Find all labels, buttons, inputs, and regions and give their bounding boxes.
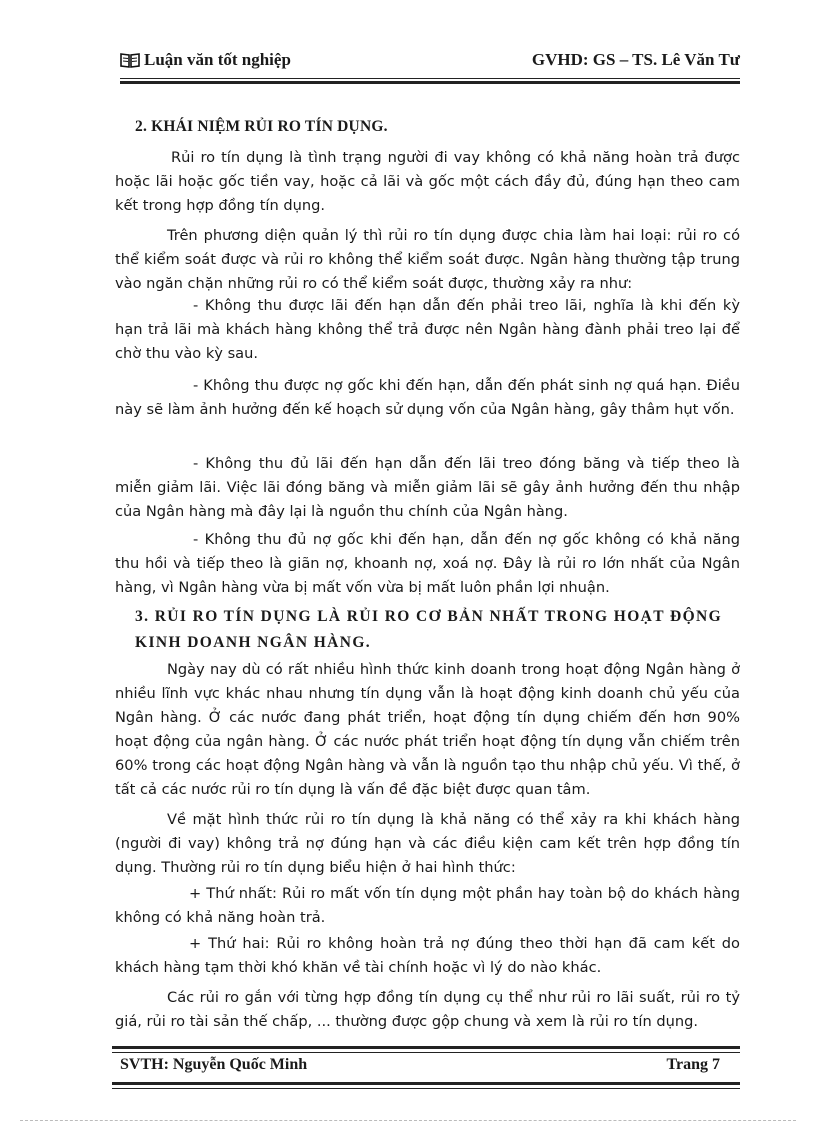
bullet-paragraph: + Thứ nhất: Rủi ro mất vốn tín dụng một phần hay toàn bộ do khách hàng không có khả năng hoàn trả. bbox=[115, 885, 740, 926]
page-number: Trang 7 bbox=[666, 1056, 720, 1073]
student-label: SVTH: Nguyễn Quốc Minh bbox=[120, 1056, 308, 1073]
paragraph: Rủi ro tín dụng là tình trạng người đi vay không có khả năng hoàn trả được hoặc lãi hoặc gốc tiền vay, hoặc cả lãi và gốc một cách đầy đủ, đúng hạn theo cam kết trong hợp đồng tín dụng. bbox=[115, 149, 740, 214]
paragraph: Trên phương diện quản lý thì rủi ro tín dụng được chia làm hai loại: rủi ro có thể kiểm soát được và rủi ro không thể kiểm soát được. Ngân hàng thường tập trung vào ngăn chặn những rủi ro có thể kiểm soát được, thường xảy ra như: bbox=[115, 227, 740, 292]
bullet-paragraph: + Thứ hai: Rủi ro không hoàn trả nợ đúng theo thời hạn đã cam kết do khách hàng tạm thời khó khăn về tài chính hoặc vì lý do nào khác. bbox=[115, 935, 740, 976]
header-rule-thin bbox=[120, 78, 740, 79]
thesis-label: Luận văn tốt nghiệp bbox=[144, 50, 291, 69]
paragraph: Các rủi ro gắn với từng hợp đồng tín dụng cụ thể như rủi ro lãi suất, rủi ro tỷ giá, rủi ro tài sản thế chấp, ... thường được gộp chung và xem là rủi ro tín dụng. bbox=[115, 989, 740, 1030]
bullet-paragraph: - Không thu được nợ gốc khi đến hạn, dẫn đến phát sinh nợ quá hạn. Điều này sẽ làm ảnh hưởng đến kế hoạch sử dụng vốn của Ngân hàng, gây thâm hụt vốn. bbox=[115, 377, 740, 418]
bullet-paragraph: - Không thu đủ nợ gốc khi đến hạn, dẫn đến nợ gốc không có khả năng thu hồi và tiếp theo là giãn nợ, khoanh nợ, xoá nợ. Đây là rủi ro lớn nhất của Ngân hàng, vì Ngân hàng vừa bị mất vốn vừa bị mất luôn phần lợi nhuận. bbox=[115, 531, 740, 596]
footer-rule-thick-lower bbox=[112, 1082, 740, 1085]
header-rule-thick bbox=[120, 81, 740, 84]
advisor-label: GVHD: GS – TS. Lê Văn Tư bbox=[531, 50, 740, 69]
footer-rule-thin bbox=[112, 1052, 740, 1053]
bullet-paragraph: - Không thu được lãi đến hạn dẫn đến phải treo lãi, nghĩa là khi đến kỳ hạn trả lãi mà khách hàng không thể trả được nên Ngân hàng đành phải treo lại để chờ thu vào kỳ sau. bbox=[115, 297, 740, 362]
page-edge-divider bbox=[20, 1120, 796, 1121]
open-book-icon bbox=[120, 52, 140, 68]
page-footer bbox=[120, 1056, 720, 1080]
footer-rule-thin-lower bbox=[112, 1088, 740, 1089]
header-left bbox=[120, 50, 291, 70]
paragraph: Về mặt hình thức rủi ro tín dụng là khả năng có thể xảy ra khi khách hàng (người đi vay) không trả nợ đúng hạn và các điều kiện cam kết trên hợp đồng tín dụng. Thường rủi ro tín dụng biểu hiện ở hai hình thức: bbox=[115, 811, 740, 876]
footer-rule-thick bbox=[112, 1046, 740, 1049]
section-2-heading: 2. KHÁI NIỆM RỦI RO TÍN DỤNG. bbox=[135, 118, 388, 135]
bullet-paragraph: - Không thu đủ lãi đến hạn dẫn đến lãi treo đóng băng và tiếp theo là miễn giảm lãi. Việc lãi đóng băng và miễn giảm lãi sẽ gây ảnh hưởng đến thu nhập của Ngân hàng mà đây lại là nguồn thu chính của Ngân hàng. bbox=[115, 455, 740, 520]
page-header bbox=[120, 48, 740, 76]
paragraph: Ngày nay dù có rất nhiều hình thức kinh doanh trong hoạt động Ngân hàng ở nhiều lĩnh vực khác nhau nhưng tín dụng vẫn là hoạt động kinh doanh chủ yếu của Ngân hàng. Ở các nước đang phát triển, hoạt động tín dụng chiếm đến hơn 90% hoạt động của ngân hàng. Ở các nước phát triển hoạt động tín dụng vẫn chiếm trên 60% trong các hoạt động Ngân hàng và vẫn là nguồn tạo thu nhập chủ yếu. Vì thế, ở tất cả các nước rủi ro tín dụng là vấn đề đặc biệt được quan tâm. bbox=[115, 661, 740, 798]
section-3-heading: 3. RỦI RO TÍN DỤNG LÀ RỦI RO CƠ BẢN NHẤT TRONG HOẠT ĐỘNG KINH DOANH NGÂN HÀNG. bbox=[135, 608, 723, 651]
